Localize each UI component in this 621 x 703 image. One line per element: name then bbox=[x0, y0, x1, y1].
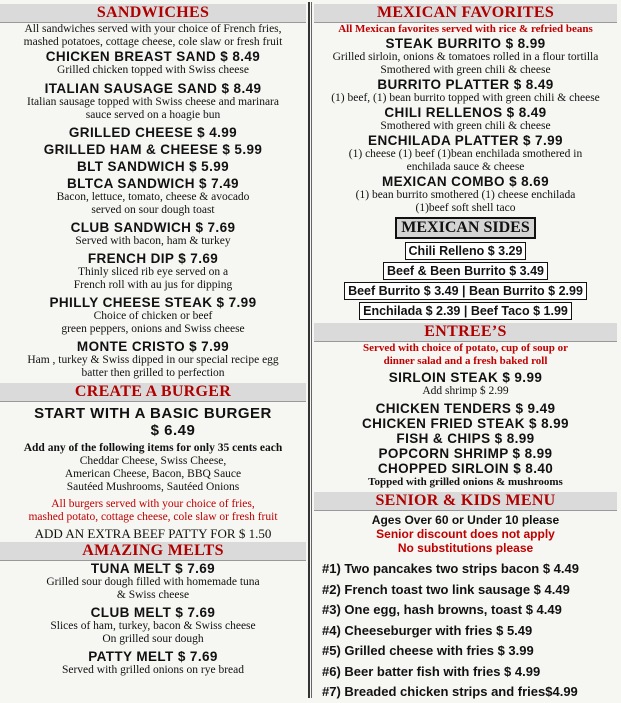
menu-item-title: TUNA MELT $ 7.69 bbox=[90, 561, 216, 576]
menu-item-title: SIRLOIN STEAK $ 9.99 bbox=[388, 370, 543, 385]
right-column bbox=[314, 0, 617, 700]
burger-addon-line: American Cheese, Bacon, BBQ Sauce bbox=[64, 468, 242, 480]
side-row bbox=[314, 281, 617, 301]
menu-item-desc: Grilled sirloin, onions & tomatoes rolled in a flour tortilla bbox=[332, 51, 599, 63]
menu-item-desc: enchilada sauce & cheese bbox=[406, 161, 525, 173]
kids-menu-item: #6) Beer batter fish with fries $ 4.99 bbox=[322, 663, 541, 679]
entrees-intro: dinner salad and a fresh baked roll bbox=[383, 355, 548, 367]
menu-item-title: ITALIAN SAUSAGE SAND $ 8.49 bbox=[44, 81, 262, 96]
side-item-box: Beef Burrito $ 3.49 | Bean Burrito $ 2.99 bbox=[344, 282, 587, 300]
kids-info-line: No substitutions please bbox=[397, 541, 534, 555]
menu-item-title: BLTCA SANDWICH $ 7.49 bbox=[67, 176, 239, 191]
column-divider bbox=[308, 2, 310, 698]
burger-served-line: mashed potato, cottage cheese, cole slaw or fresh fruit bbox=[28, 511, 278, 523]
menu-item-title: PHILLY CHEESE STEAK $ 7.99 bbox=[49, 295, 257, 310]
side-row bbox=[314, 261, 617, 281]
menu-item-title: CLUB SANDWICH $ 7.69 bbox=[70, 220, 236, 235]
menu-item-title: CHICKEN FRIED STEAK $ 8.99 bbox=[362, 416, 569, 431]
mexican-sides-header: MEXICAN SIDES bbox=[395, 217, 535, 239]
menu-item-desc: Thinly sliced rib eye served on a bbox=[77, 266, 229, 278]
menu-item-desc: Grilled sour dough filled with homemade tuna bbox=[46, 576, 260, 588]
sandwiches-intro-2: mashed potatoes, cottage cheese, cole slaw or fresh fruit bbox=[23, 36, 283, 48]
menu-item-desc: (1) beef, (1) bean burrito topped with green chili & cheese bbox=[331, 92, 600, 104]
kids-menu-item: #5) Grilled cheese with fries $ 3.99 bbox=[322, 643, 534, 658]
menu-item-title: MONTE CRISTO $ 7.99 bbox=[76, 339, 230, 354]
menu-item-desc: & Swiss cheese bbox=[116, 589, 190, 601]
menu-item-title: GRILLED CHEESE $ 4.99 bbox=[68, 125, 238, 140]
menu-item-desc: On grilled sour dough bbox=[102, 633, 204, 645]
menu-item-title: CHILI RELLENOS $ 8.49 bbox=[384, 105, 547, 120]
menu-item-desc: Served with bacon, ham & turkey bbox=[75, 235, 231, 247]
burger-addon-line: Sautéed Mushrooms, Sautéed Onions bbox=[66, 481, 240, 493]
basic-burger-price: $ 6.49 bbox=[150, 422, 196, 439]
menu-item-desc: green peppers, onions and Swiss cheese bbox=[61, 323, 245, 335]
menu-item-desc: (1)beef soft shell taco bbox=[415, 202, 516, 214]
menu-item-desc: batter then grilled to perfection bbox=[81, 367, 225, 379]
sandwiches-intro-1: All sandwiches served with your choice of French fries, bbox=[24, 23, 282, 35]
menu-item-title: POPCORN SHRIMP $ 8.99 bbox=[378, 446, 553, 461]
menu-item-desc: French roll with au jus for dipping bbox=[73, 279, 233, 291]
side-item-box: Enchilada $ 2.39 | Beef Taco $ 1.99 bbox=[359, 302, 572, 320]
mexican-sides-title-wrap bbox=[314, 215, 617, 241]
burger-served-line: All burgers served with your choice of fries, bbox=[51, 498, 255, 510]
menu-item-title: ENCHILADA PLATTER $ 7.99 bbox=[368, 133, 563, 148]
menu-item-title: CLUB MELT $ 7.69 bbox=[90, 605, 216, 620]
side-item-box: Chili Relleno $ 3.29 bbox=[405, 242, 527, 260]
menu-item-title: FISH & CHIPS $ 8.99 bbox=[396, 431, 535, 446]
kids-menu-item: #2) French toast two link sausage $ 4.49 bbox=[322, 581, 570, 597]
menu-item-desc: (1) bean burrito smothered (1) cheese enchilada bbox=[355, 189, 576, 201]
menu-item-desc: Smothered with green chili & cheese bbox=[380, 64, 551, 76]
menu-item-desc: Smothered with green chili & cheese bbox=[380, 120, 551, 132]
kids-menu-item: #3) One egg, hash browns, toast $ 4.49 bbox=[322, 602, 562, 617]
menu-item-title: CHOPPED SIRLOIN $ 8.40 bbox=[377, 461, 554, 476]
kids-menu-item: #7) Breaded chicken strips and fries$4.99 bbox=[322, 684, 578, 699]
menu-item-title: STEAK BURRITO $ 8.99 bbox=[385, 36, 546, 51]
menu-item-title: CHICKEN TENDERS $ 9.49 bbox=[375, 401, 556, 416]
menu-item-desc: Add shrimp $ 2.99 bbox=[422, 385, 509, 397]
kids-info-line: Senior discount does not apply bbox=[376, 527, 555, 541]
menu-item-desc: Choice of chicken or beef bbox=[93, 310, 213, 322]
menu-item-desc: Bacon, lettuce, tomato, cheese & avocado bbox=[56, 191, 250, 203]
menu-item-desc: Served with grilled onions on rye bread bbox=[61, 664, 245, 676]
menu-item-title: GRILLED HAM & CHEESE $ 5.99 bbox=[43, 142, 263, 157]
side-row bbox=[314, 241, 617, 261]
amazing-melts-header: AMAZING MELTS bbox=[0, 542, 306, 561]
senior-kids-header: SENIOR & KIDS MENU bbox=[314, 492, 617, 511]
column-divider-inner bbox=[311, 2, 312, 698]
menu-item-desc: (1) cheese (1) beef (1)bean enchilada smothered in bbox=[348, 148, 583, 160]
menu-item-desc: Italian sausage topped with Swiss cheese and marinara bbox=[27, 96, 279, 108]
menu-item-title: PATTY MELT $ 7.69 bbox=[88, 649, 218, 664]
create-burger-header: CREATE A BURGER bbox=[0, 383, 306, 402]
menu-item-desc: served on sour dough toast bbox=[91, 204, 215, 216]
burger-addon-line: Cheddar Cheese, Swiss Cheese, bbox=[79, 455, 227, 467]
menu-item-title: CHICKEN BREAST SAND $ 8.49 bbox=[45, 49, 261, 64]
extra-patty-line: ADD AN EXTRA BEEF PATTY FOR $ 1.50 bbox=[34, 526, 272, 541]
basic-burger-title: START WITH A BASIC BURGER bbox=[34, 405, 272, 422]
menu-item-desc: sauce served on a hoagie bun bbox=[85, 109, 221, 121]
entrees-outro: Topped with grilled onions & mushrooms bbox=[368, 476, 563, 488]
menu-item-title: BURRITO PLATTER $ 8.49 bbox=[377, 77, 554, 92]
kids-info-line: Ages Over 60 or Under 10 please bbox=[371, 513, 560, 527]
kids-menu-item: #1) Two pancakes two strips bacon $ 4.49 bbox=[322, 561, 579, 576]
entrees-intro: Served with choice of potato, cup of soup or bbox=[362, 342, 569, 354]
mexican-favorites-header: MEXICAN FAVORITES bbox=[314, 4, 617, 23]
side-row bbox=[314, 301, 617, 321]
menu-item-title: FRENCH DIP $ 7.69 bbox=[87, 251, 219, 266]
entrees-header: ENTREE’S bbox=[314, 323, 617, 342]
menu-item-desc: Ham , turkey & Swiss dipped in our special recipe egg bbox=[27, 354, 279, 366]
menu-item-title: BLT SANDWICH $ 5.99 bbox=[76, 159, 230, 174]
menu-item-title: MEXICAN COMBO $ 8.69 bbox=[381, 174, 550, 189]
kids-menu-item: #4) Cheeseburger with fries $ 5.49 bbox=[322, 622, 533, 638]
menu-item-desc: Grilled chicken topped with Swiss cheese bbox=[57, 64, 249, 76]
left-column bbox=[0, 0, 306, 700]
mexican-subheader: All Mexican favorites served with rice & refried beans bbox=[338, 23, 593, 35]
sandwiches-header: SANDWICHES bbox=[0, 4, 306, 23]
side-item-box: Beef & Been Burrito $ 3.49 bbox=[383, 262, 548, 280]
burger-addons-intro: Add any of the following items for only 35 cents each bbox=[23, 442, 283, 454]
menu-item-desc: Slices of ham, turkey, bacon & Swiss cheese bbox=[50, 620, 256, 632]
